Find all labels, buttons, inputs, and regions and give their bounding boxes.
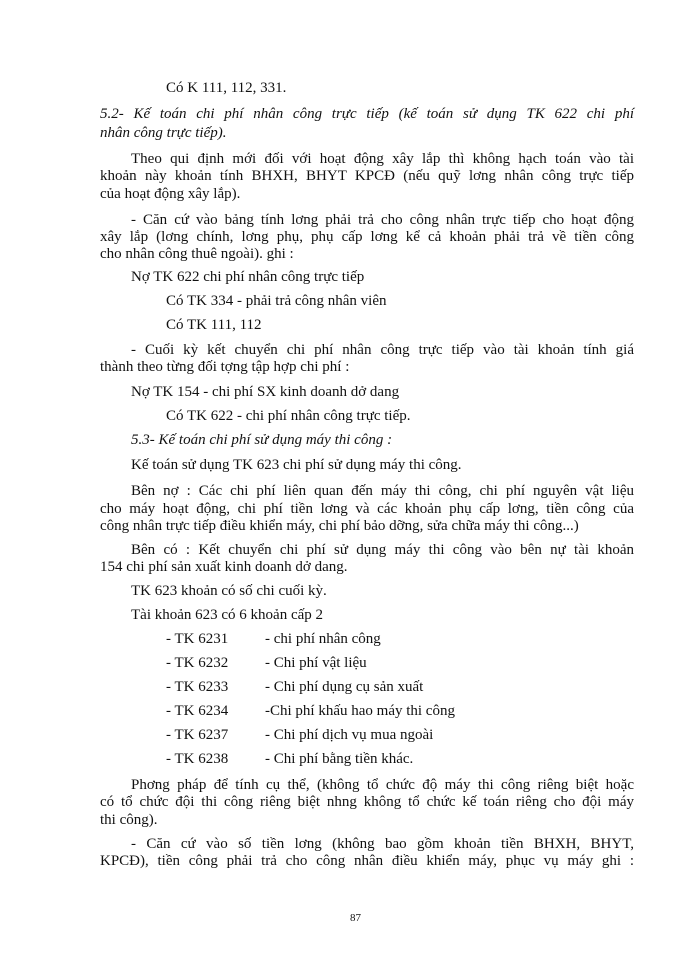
account-desc: - Chi phí bằng tiền khác. — [265, 751, 414, 767]
page-number: 87 — [350, 912, 361, 924]
text-line: Có TK 622 - chi phí nhân công trực tiếp. — [166, 408, 411, 424]
text-line: TK 623 khoản có số chi cuối kỳ. — [131, 583, 327, 599]
text-line: KPCĐ), tiền công phải trả cho công nhân điều khiển máy, phục vụ máy ghi : — [100, 853, 634, 869]
account-desc: - chi phí nhân công — [265, 631, 381, 647]
text-line: Có TK 334 - phải trả công nhân viên — [166, 293, 387, 309]
account-code: - TK 6238 — [166, 751, 229, 767]
text-line: Nợ TK 622 chi phí nhân công trực tiếp — [131, 269, 365, 285]
account-code: - TK 6232 — [166, 655, 229, 671]
account-code: - TK 6234 — [166, 703, 229, 719]
text-line: Theo qui định mới đối với hoạt động xây lắp thì không hạch toán vào tài — [131, 151, 634, 167]
text-line: khoản này khoản tính BHXH, BHYT KPCĐ (nếu quỹ lơng nhân công trực tiếp — [100, 168, 634, 184]
account-desc: - Chi phí dụng cụ sản xuất — [265, 679, 424, 695]
text-line: Có TK 111, 112 — [166, 317, 262, 333]
account-code: - TK 6237 — [166, 727, 229, 743]
text-line: Tài khoản 623 có 6 khoản cấp 2 — [131, 607, 324, 623]
account-code: - TK 6233 — [166, 679, 229, 695]
text-line: - Căn cứ vào số tiền lơng (không bao gồm khoản tiền BHXH, BHYT, — [131, 836, 634, 852]
text-line: cho nhân công thuê ngoài). ghi : — [100, 246, 294, 262]
account-desc: -Chi phí khấu hao máy thi công — [265, 703, 455, 719]
account-desc: - Chi phí vật liệu — [265, 655, 367, 671]
text-line: thi công). — [100, 812, 158, 828]
section-heading: 5.3- Kế toán chi phí sử dụng máy thi công : — [131, 432, 393, 448]
account-code: - TK 6231 — [166, 631, 229, 647]
account-desc: - Chi phí dịch vụ mua ngoài — [265, 727, 434, 743]
text-line: - Căn cứ vào bảng tính lơng phải trả cho công nhân trực tiếp cho hoạt động — [131, 212, 634, 228]
text-line: - Cuối kỳ kết chuyển chi phí nhân công trực tiếp vào tài khoản tính giá — [131, 342, 634, 358]
text-line: có tổ chức đội thi công riêng biệt nhng không tổ chức kế toán riêng cho đội máy — [100, 794, 634, 810]
section-heading: 5.2- Kế toán chi phí nhân công trực tiếp (kế toán sử dụng TK 622 chi phí — [100, 106, 634, 122]
text-line: xây lắp (lơng chính, lơng phụ, phụ cấp lơng kể cả khoản phải trả về tiền công — [100, 229, 634, 245]
section-heading-cont: nhân công trực tiếp). — [100, 125, 227, 141]
text-line: của hoạt động xây lắp). — [100, 186, 241, 202]
text-line: 154 chi phí sản xuất kinh doanh dở dang. — [100, 559, 348, 575]
text-line: Bên nợ : Các chi phí liên quan đến máy thi công, chi phí nguyên vật liệu — [131, 483, 634, 499]
text-line: công nhân trực tiếp điều khiển máy, chi phí bảo dỡng, sửa chữa máy thi công...) — [100, 518, 579, 534]
text-line: Kế toán sử dụng TK 623 chi phí sử dụng máy thi công. — [131, 457, 462, 473]
text-line: Có K 111, 112, 331. — [166, 80, 287, 96]
text-line: Nợ TK 154 - chi phí SX kinh doanh dở dang — [131, 384, 400, 400]
text-line: Phơng pháp để tính cụ thể, (không tổ chức độ máy thi công riêng biệt hoặc — [131, 777, 634, 793]
text-line: thành theo từng đối tợng tập hợp chi phí : — [100, 359, 350, 375]
text-line: cho máy hoạt động, chi phí tiền lơng và các khoản phụ cấp lơng, tiền công của — [100, 501, 634, 517]
text-line: Bên có : Kết chuyển chi phí sử dụng máy thi công vào bên nự tài khoản — [131, 542, 634, 558]
